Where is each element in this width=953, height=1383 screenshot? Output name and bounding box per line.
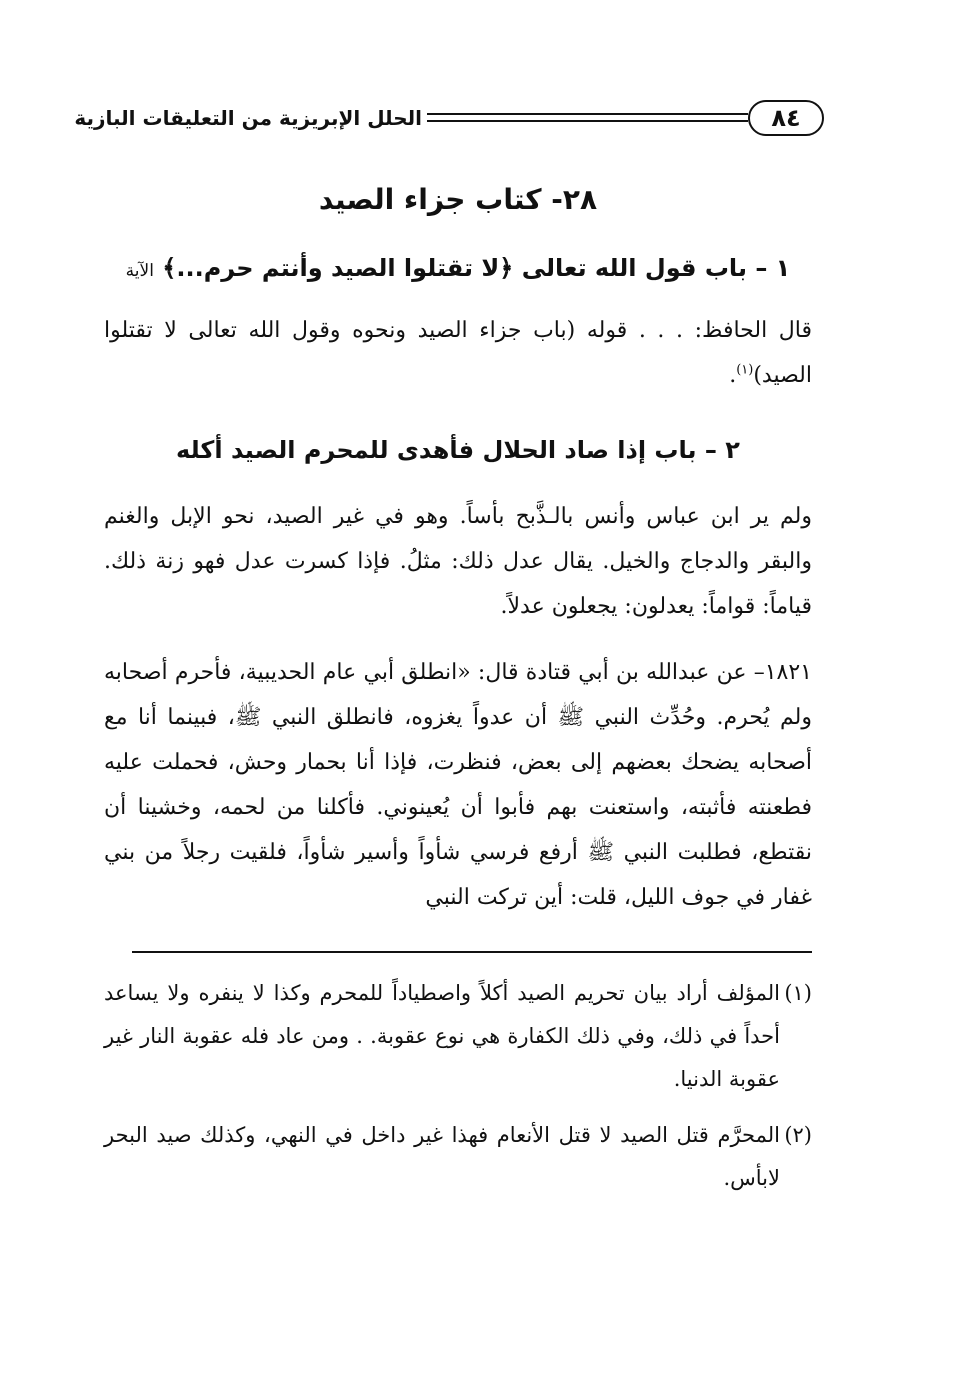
footnote-1-text: المؤلف أراد بيان تحريم الصيد أكلاً واصطياداً للمحرم وكذا لا ينفره ولا يساعد أحداً في ذلك، وفي ذلك الكفارة هي نوع عقوبة. . ومن عاد فله عقوبة النار غير عقوبة الدنيا. xyxy=(104,981,780,1091)
footnote-2-text: المحرَّم قتل الصيد لا قتل الأنعام فهذا غير داخل في النهي، وكذلك صيد البحر لابأس. xyxy=(104,1123,780,1190)
chapter-1-text-end: . xyxy=(729,363,737,388)
chapter-1-text-body: قال الحافظ: . . . قوله (باب جزاء الصيد ونحوه وقول الله تعالى لا تقتلوا الصيد) xyxy=(104,318,812,388)
hadith-1821: ١٨٢١– عن عبدالله بن أبي قتادة قال: «انطلق أبي عام الحديبية، فأحرم أصحابه ولم يُحرم. وحُدِّث النبي ﷺ أن عدواً يغزوه، فانطلق النبي ﷺ، فبينما أنا مع أصحابه يضحك بعضهم إلى بعض، فنظرت، فإذا أنا بحمار وحش، فحملت عليه فطعنته فأثبته، واستعنت بهم فأبوا أن يُعينوني. فأكلنا من لحمه، وخشينا أن نقتطع، فطلبت النبي ﷺ أرفع فرسي شأواً وأسير شأواً، فلقيت رجلاً من بني غفار في جوف الليل، قلت: أين تركت النبي xyxy=(104,660,812,910)
footnote-2 xyxy=(104,1114,812,1200)
running-title: الحلل الإبريزية من التعليقات البازية xyxy=(74,106,422,130)
header-double-rule xyxy=(427,113,748,122)
chapter-2-heading: ٢ – باب إذا صاد الحلال فأهدى للمحرم الصيد أكله xyxy=(176,436,740,464)
footnote-1-number: (١) xyxy=(784,981,812,1005)
footnote-2-number: (٢) xyxy=(784,1123,812,1147)
footnote-1 xyxy=(104,972,812,1101)
page-number: ٨٤ xyxy=(748,100,824,136)
chapter-1-text xyxy=(104,308,812,398)
book-title: ٢٨- كتاب جزاء الصيد xyxy=(318,183,598,216)
footnote-ref-1: (١) xyxy=(736,362,754,378)
chapter-2-text: ولم ير ابن عباس وأنس بالـذَّبح بأساً. وهو في غير الصيد، نحو الإبل والغنم والبقر والدجاج والخيل. يقال عدل ذلك: مثلُ. فإذا كسرت عدل فهو زنة ذلك. قياماً: قواماً: يعدلون: يجعلون عدلاً. xyxy=(104,504,813,619)
footnote-separator xyxy=(132,951,812,953)
chapter-1-heading-suffix: الآية xyxy=(125,261,154,281)
chapter-1-heading-text: ١ – باب قول الله تعالى ﴿لا تقتلوا الصيد وأنتم حرم...﴾ xyxy=(162,254,791,282)
chapter-1-heading xyxy=(104,246,812,293)
running-header xyxy=(74,98,824,142)
